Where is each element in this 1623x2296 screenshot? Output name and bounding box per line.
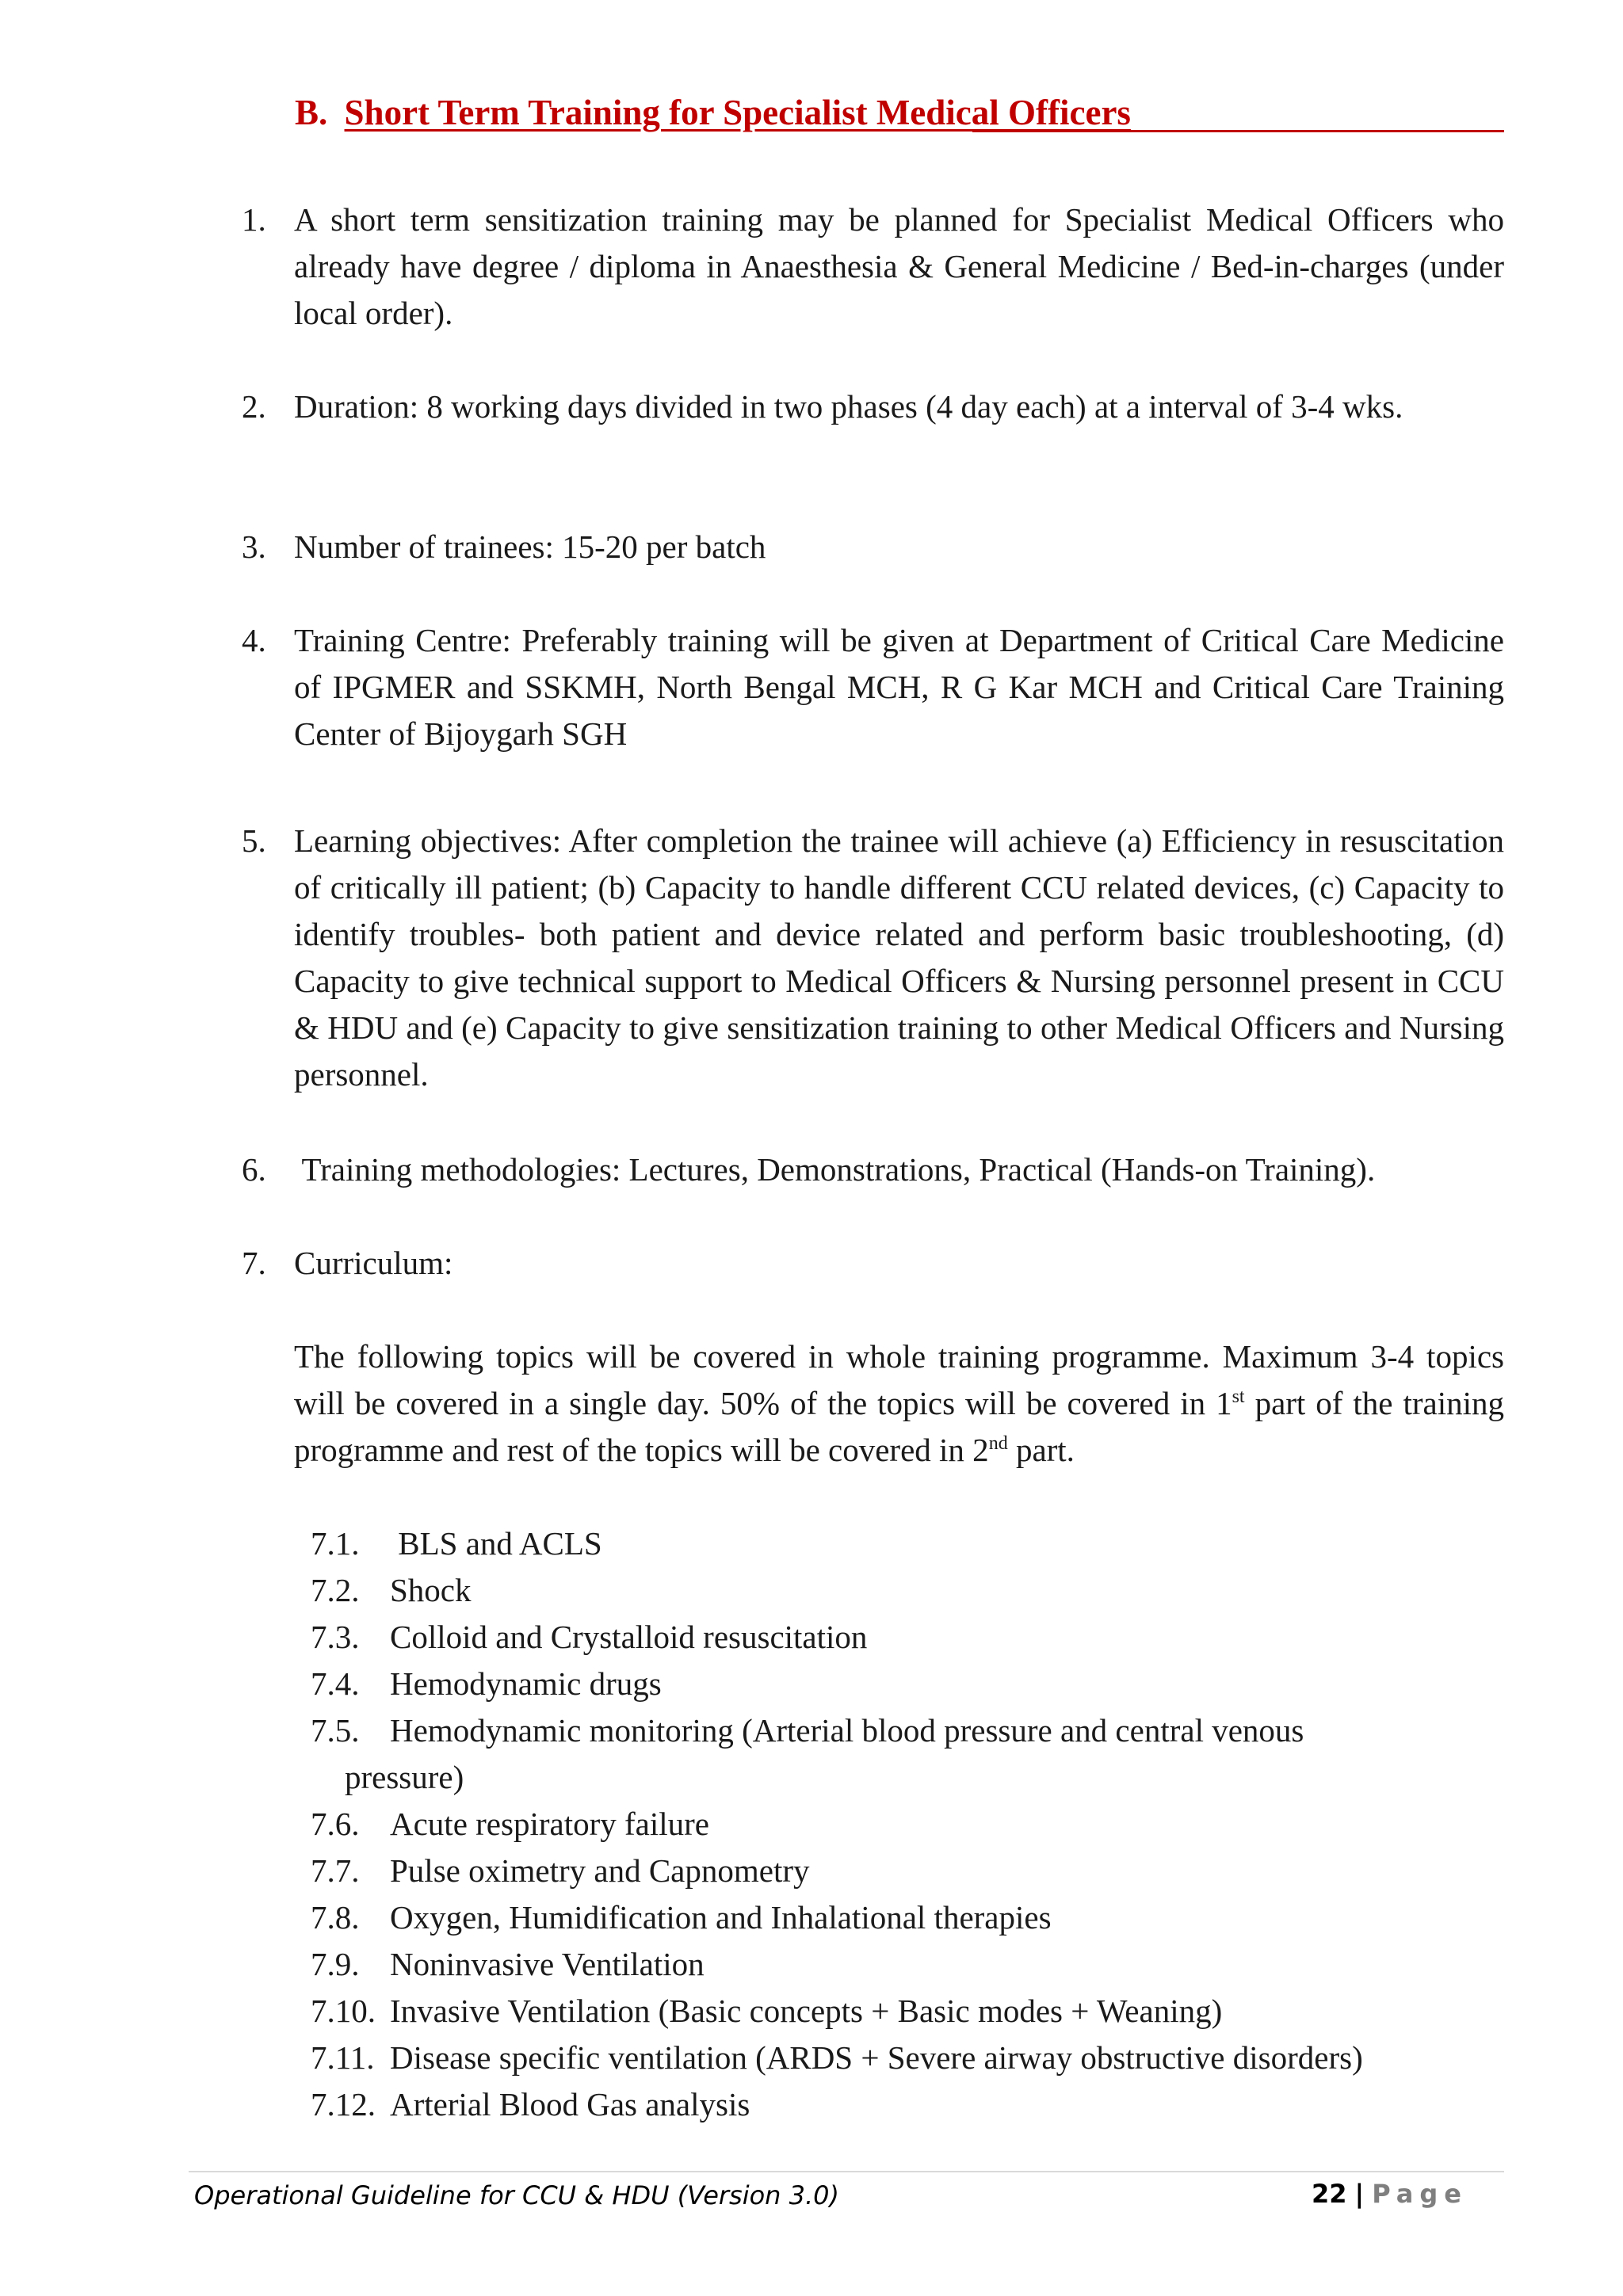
curriculum-intro [294, 1333, 1504, 1474]
topic-item [311, 1707, 1504, 1801]
list-item-text: Training Centre: Preferably training will be given at Department of Critical Care Medicine of IPGMER and SSKMH, North Bengal MCH, R G Kar MCH and Critical Care Training Center of Bijoygarh SGH [294, 622, 1504, 752]
topic-text: Pulse oximetry and Capnometry [390, 1852, 810, 1889]
topic-number: 7.10. [311, 1993, 376, 2029]
intro-text: The following topics will be covered in whole training programme. Maximum 3-4 topics will be covered in a single day. 50% of the topics will be covered in 1 [294, 1338, 1504, 1421]
list-item-7 [242, 1240, 1504, 1287]
list-item-text: Learning objectives: After completion the trainee will achieve (a) Efficiency in resuscitation of critically ill patient; (b) Capacity to handle different CCU related devices, (c) Capacity to identify troubles- both patient and device related and perform basic troubleshooting, (d) Capacity to give technical support to Medical Officers & Nursing personnel present in CCU & HDU and (e) Capacity to give sensitization training to other Medical Officers and Nursing personnel. [294, 822, 1504, 1093]
topic-number: 7.4. [311, 1665, 360, 1702]
topic-text: Disease specific ventilation (ARDS + Severe airway obstructive disorders) [390, 2039, 1363, 2076]
topic-item [311, 2081, 1504, 2128]
list-item-text: Training methodologies: Lectures, Demonstrations, Practical (Hands-on Training). [294, 1151, 1376, 1188]
topic-number: 7.1. [311, 1525, 360, 1562]
topic-item [311, 1567, 1504, 1614]
list-item-6 [242, 1146, 1504, 1193]
topic-item [311, 1941, 1504, 1988]
footer-document-title: Operational Guideline for CCU & HDU (Version 3.0) [194, 2180, 839, 2210]
topic-text: Invasive Ventilation (Basic concepts + Basic modes + Weaning) [390, 1993, 1223, 2029]
topic-number: 7.8. [311, 1899, 360, 1936]
topic-text-continuation: pressure) [345, 1759, 464, 1795]
intro-text: part of the training programme and rest of the topics will be covered in 2 [294, 1385, 1504, 1468]
page-label: Page [1372, 2179, 1468, 2209]
topic-text: Noninvasive Ventilation [390, 1946, 705, 1982]
list-number: 5. [242, 822, 266, 859]
list-number: 4. [242, 622, 266, 658]
topic-number: 7.7. [311, 1852, 360, 1889]
list-item-text: Curriculum: [294, 1245, 453, 1281]
list-item-text: Duration: 8 working days divided in two phases (4 day each) at a interval of 3-4 wks. [294, 388, 1403, 425]
list-item-4 [242, 617, 1504, 757]
topic-number: 7.9. [311, 1946, 360, 1982]
page-number: 22 [1311, 2179, 1347, 2209]
list-item-text: Number of trainees: 15-20 per batch [294, 528, 766, 565]
topic-item [311, 1894, 1504, 1941]
topic-number: 7.6. [311, 1806, 360, 1842]
list-item-3 [242, 524, 1504, 570]
footer-divider [189, 2171, 1504, 2172]
section-heading [295, 89, 1504, 136]
heading-underline-rule [972, 130, 1504, 132]
superscript-nd: nd [988, 1433, 1008, 1454]
topic-item [311, 1520, 1504, 1567]
topic-number: 7.3. [311, 1619, 360, 1655]
topic-number: 7.5. [311, 1712, 360, 1749]
topic-text: BLS and ACLS [390, 1525, 602, 1562]
list-item-text: A short term sensitization training may be planned for Specialist Medical Officers who already have degree / diploma in Anaesthesia & General Medicine / Bed-in-charges (under local order). [294, 201, 1504, 331]
topic-number: 7.11. [311, 2039, 375, 2076]
topic-text: Oxygen, Humidification and Inhalational therapies [390, 1899, 1052, 1936]
footer-page-indicator [1312, 2179, 1468, 2209]
topic-text: Acute respiratory failure [390, 1806, 709, 1842]
topic-text: Shock [390, 1572, 472, 1608]
section-title: Short Term Training for Specialist Medical Officers [344, 93, 1131, 132]
topic-text-wrap [345, 1707, 1504, 1801]
topic-item [311, 1988, 1504, 2035]
list-number: 7. [242, 1245, 266, 1281]
topic-item [311, 1848, 1504, 1894]
topic-text: Arterial Blood Gas analysis [390, 2086, 750, 2122]
intro-text: part. [1007, 1432, 1075, 1468]
list-number: 1. [242, 201, 266, 238]
topic-item [311, 1614, 1504, 1661]
list-number: 6. [242, 1151, 266, 1188]
superscript-st: st [1232, 1386, 1245, 1407]
topic-item [311, 1801, 1504, 1848]
topic-number: 7.2. [311, 1572, 360, 1608]
list-item-1 [242, 196, 1504, 337]
topic-text: Colloid and Crystalloid resuscitation [390, 1619, 868, 1655]
footer-separator: | [1354, 2179, 1365, 2209]
topic-text: Hemodynamic drugs [390, 1665, 662, 1702]
topic-item [311, 2035, 1504, 2081]
list-item-5 [242, 818, 1504, 1098]
topic-item [311, 1661, 1504, 1707]
topic-number: 7.12. [311, 2086, 376, 2122]
list-item-2 [242, 383, 1504, 430]
list-number: 2. [242, 388, 266, 425]
list-number: 3. [242, 528, 266, 565]
topic-text: Hemodynamic monitoring (Arterial blood pressure and central venous [390, 1712, 1304, 1749]
section-letter: B. [295, 93, 328, 132]
